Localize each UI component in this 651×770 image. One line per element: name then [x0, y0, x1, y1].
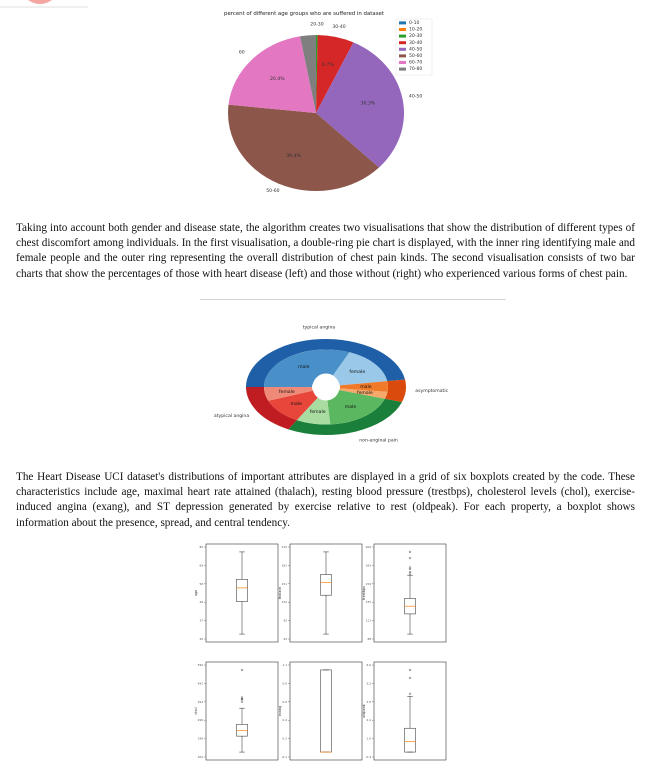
pie1-pct-50-60: 39.4% [286, 153, 301, 159]
svg-text:0.2: 0.2 [282, 736, 287, 741]
svg-text:37: 37 [199, 618, 203, 623]
pie1-legend-label-0-10: 0-10 [409, 21, 420, 26]
pie1-pct-40-50: 30.3% [360, 101, 376, 107]
svg-text:26: 26 [199, 637, 203, 641]
pie1-title: percent of different age groups who are suffered in dataset [224, 11, 384, 17]
svg-text:5.2: 5.2 [366, 681, 371, 686]
pie2-center-hole [313, 374, 340, 401]
divider-1 [200, 299, 506, 300]
age-group-pie-figure [196, 6, 436, 212]
paragraph-boxplots: The Heart Disease UCI dataset's distributions of important attributes are displayed in a grid of six boxplots created by the code. These characteristics include age, maximal heart rate attained (thalach), resting blood pressure (trestbps), cholesterol levels (chol), exercise-induced angina (exang), and ST depression generated by exercise relative to rest (oldpeak). For each property, a boxplot shows information about the presence, spread, and central tendency. [16, 471, 635, 529]
pie1-legend-swatch-30-40 [399, 41, 406, 44]
svg-text:100: 100 [197, 755, 203, 759]
paragraph-chest-pain-visualisations: Taking into account both gender and disease state, the algorithm creates two visualisations that show the distribution of different types of chest discomfort among individuals. In the first visualisation, a double-ring pie chart is displayed, with the inner ring identifying male and female people and the outer ring representing the overall distribution of chest pain kinds. The second visualisation consists of two bar charts that show the percentages of those with heart disease (left) and those without (right) who experienced various forms of chest pain. [16, 222, 635, 280]
pie1-legend-swatch-60-70 [399, 61, 406, 64]
svg-text:183: 183 [365, 563, 371, 568]
pie1-legend-label-40-50: 40-50 [409, 47, 423, 53]
svg-text:151: 151 [281, 581, 287, 586]
svg-text:198: 198 [197, 736, 203, 741]
boxplot-grid-figure [196, 538, 456, 770]
svg-text:2.4: 2.4 [366, 718, 371, 723]
pie1-label-60-70: 60 [238, 50, 245, 56]
pie1-legend-label-10-20: 10-20 [409, 27, 423, 33]
pie2-outer-label-asymptomatic: asymptomatic [415, 388, 449, 394]
pie2-inner-label-0: male [298, 364, 310, 370]
svg-text:0.6: 0.6 [282, 699, 287, 704]
boxplot-label-age: age [194, 589, 198, 597]
svg-text:159: 159 [365, 581, 371, 586]
pie1-label-40-50: 40-50 [408, 94, 423, 100]
svg-text:0.4: 0.4 [282, 718, 287, 723]
pie2-inner-label-1: female [349, 370, 366, 376]
pie1-slices [228, 35, 404, 191]
svg-text:111: 111 [365, 618, 371, 623]
svg-text:80: 80 [199, 545, 203, 549]
pie1-legend-label-30-40: 30-40 [409, 40, 423, 46]
boxplot-label-chol: chol [194, 707, 198, 715]
pie2-inner-label-5: female [309, 409, 326, 415]
svg-text:-0.4: -0.4 [365, 755, 371, 759]
svg-text:88: 88 [367, 637, 371, 641]
svg-text:-0.1: -0.1 [281, 755, 287, 759]
pie1-legend-label-20-30: 20-30 [409, 34, 423, 40]
pie2-inner-label-7: female [278, 390, 295, 396]
boxplot-age [194, 544, 278, 642]
pie2-outer-label-typical-angina: typical angina [302, 325, 336, 331]
boxplot-thalach [278, 544, 362, 642]
svg-text:590: 590 [197, 663, 203, 667]
pie2-inner-label-4: male [344, 405, 357, 411]
pie1-legend-swatch-20-30 [399, 35, 406, 38]
boxplot-trestbps [362, 544, 446, 642]
pie1-pct-60-70: 20.4% [269, 77, 285, 83]
pie2-outer-label-non-anginal-pain: non-anginal pain [359, 438, 398, 444]
svg-text:92: 92 [283, 618, 287, 623]
pie1-label-30-40: 30-40 [332, 24, 346, 30]
svg-text:135: 135 [365, 600, 371, 605]
boxplot-label-trestbps: trestbps [362, 586, 366, 600]
pie2-outer-label-atypical-angina: atypical angina [213, 414, 250, 420]
svg-text:3.8: 3.8 [366, 699, 371, 704]
boxplot-exang [278, 662, 362, 760]
svg-text:122: 122 [281, 600, 287, 605]
svg-text:206: 206 [365, 545, 371, 549]
pie1-label-20-30: 20-30 [310, 22, 324, 28]
boxplots [194, 544, 446, 760]
boxplot-chol [194, 662, 278, 760]
chest-pain-double-ring-figure [196, 305, 456, 465]
svg-text:492: 492 [197, 681, 203, 686]
svg-text:63: 63 [283, 637, 287, 641]
pie2-inner-label-3: female [356, 391, 373, 397]
boxplot-label-oldpeak: oldpeak [362, 704, 366, 718]
pie1-label-50-60: 50-60 [266, 189, 280, 195]
pie1-legend-label-70-80: 70-80 [409, 67, 423, 73]
pie2-inner-label-2: male [360, 385, 372, 391]
svg-text:394: 394 [197, 699, 203, 704]
svg-text:1.1: 1.1 [282, 663, 287, 667]
svg-text:69: 69 [199, 563, 203, 568]
svg-text:6.6: 6.6 [366, 663, 371, 667]
pie2-inner-label-6: male [290, 402, 302, 408]
pie1-pct-30-40: 6.7% [322, 62, 334, 68]
pie1-legend-swatch-0-10 [399, 21, 406, 24]
boxplot-label-exang: exang [278, 705, 282, 717]
cropped-figure-fragment [0, 0, 90, 8]
pie1-legend-swatch-40-50 [399, 48, 406, 51]
svg-text:58: 58 [199, 581, 203, 586]
boxplot-oldpeak [362, 662, 446, 760]
pie1-legend-label-50-60: 50-60 [409, 54, 423, 59]
svg-text:181: 181 [281, 563, 287, 568]
svg-text:296: 296 [197, 718, 203, 723]
pie1-legend-swatch-70-80 [399, 68, 406, 71]
svg-text:0.8: 0.8 [282, 681, 287, 686]
svg-text:210: 210 [281, 545, 287, 549]
pie1-legend-swatch-10-20 [399, 28, 406, 31]
svg-text:1.0: 1.0 [366, 736, 371, 741]
pie1-legend-label-60-70: 60-70 [409, 60, 423, 66]
svg-text:48: 48 [199, 600, 203, 605]
pie1-legend-swatch-50-60 [399, 54, 406, 57]
boxplot-label-thalach: thalach [278, 586, 282, 600]
pie1-legend [396, 19, 432, 75]
pie2-outer-asymptomatic [385, 379, 406, 402]
